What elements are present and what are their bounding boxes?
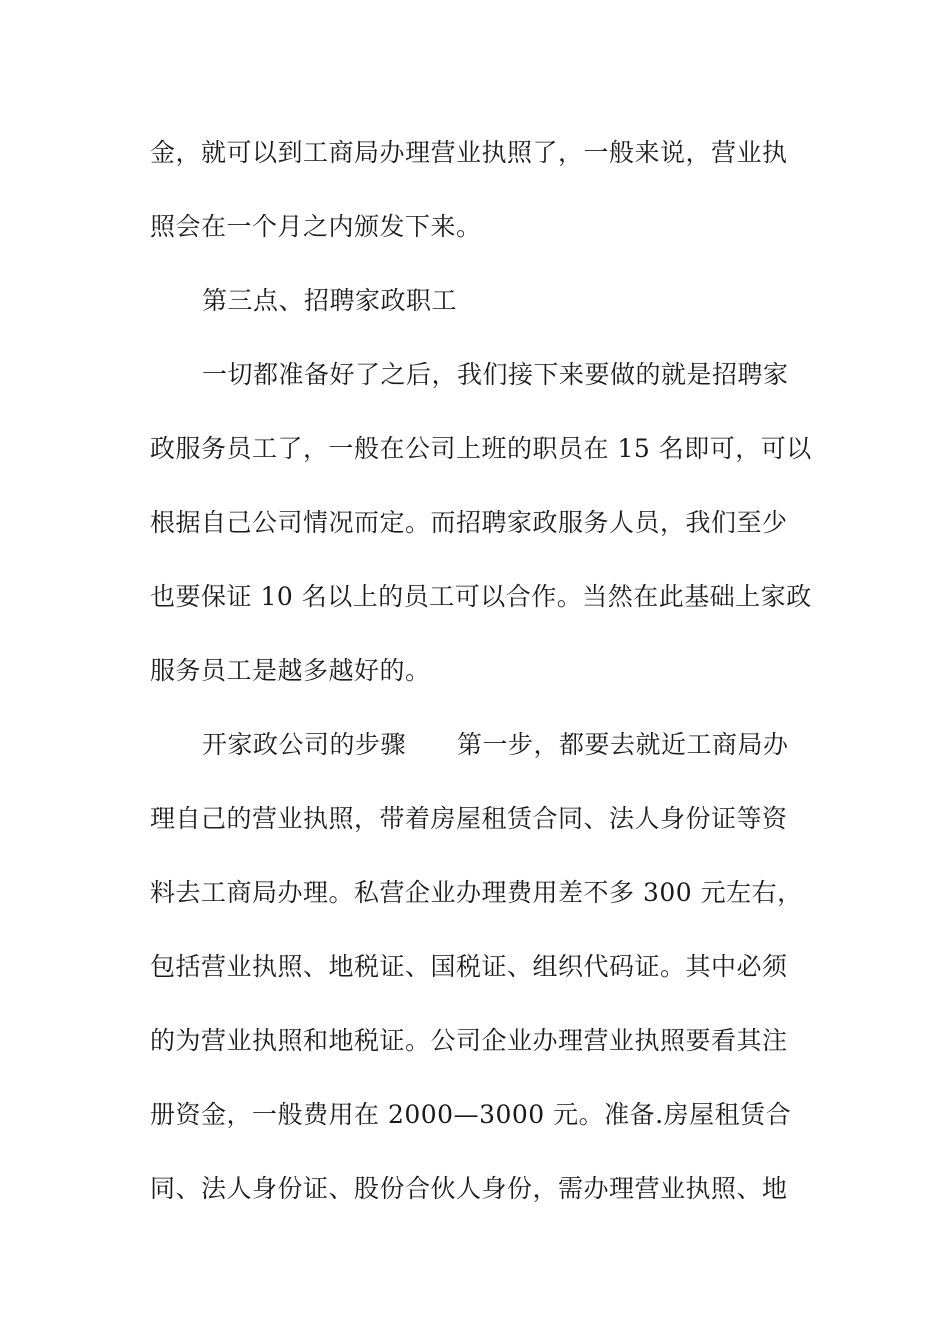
text-line: 料去工商局办理。私营企业办理费用差不多 300 元左右， <box>150 878 803 907</box>
text-line: 也要保证 10 名以上的员工可以合作。当然在此基础上家政 <box>150 582 812 611</box>
text-line: 照会在一个月之内颁发下来。 <box>150 212 482 241</box>
text-line: 的为营业执照和地税证。公司企业办理营业执照要看其注 <box>150 1026 788 1055</box>
text-line: 包括营业执照、地税证、国税证、组织代码证。其中必须 <box>150 952 788 981</box>
section-heading: 第三点、招聘家政职工 <box>202 286 458 315</box>
text-line: 开家政公司的步骤 第一步，都要去就近工商局办 <box>202 730 789 759</box>
text-line: 服务员工是越多越好的。 <box>150 656 431 685</box>
text-line: 政服务员工了，一般在公司上班的职员在 15 名即可，可以 <box>150 434 812 463</box>
text-line: 一切都准备好了之后，我们接下来要做的就是招聘家 <box>202 360 789 389</box>
text-line: 同、法人身份证、股份合伙人身份，需办理营业执照、地 <box>150 1174 788 1203</box>
text-line: 根据自己公司情况而定。而招聘家政服务人员，我们至少 <box>150 508 788 537</box>
text-line: 册资金，一般费用在 2000—3000 元。准备.房屋租赁合 <box>150 1100 792 1129</box>
text-line: 理自己的营业执照，带着房屋租赁合同、法人身份证等资 <box>150 804 788 833</box>
text-line: 金，就可以到工商局办理营业执照了，一般来说，营业执 <box>150 138 788 167</box>
